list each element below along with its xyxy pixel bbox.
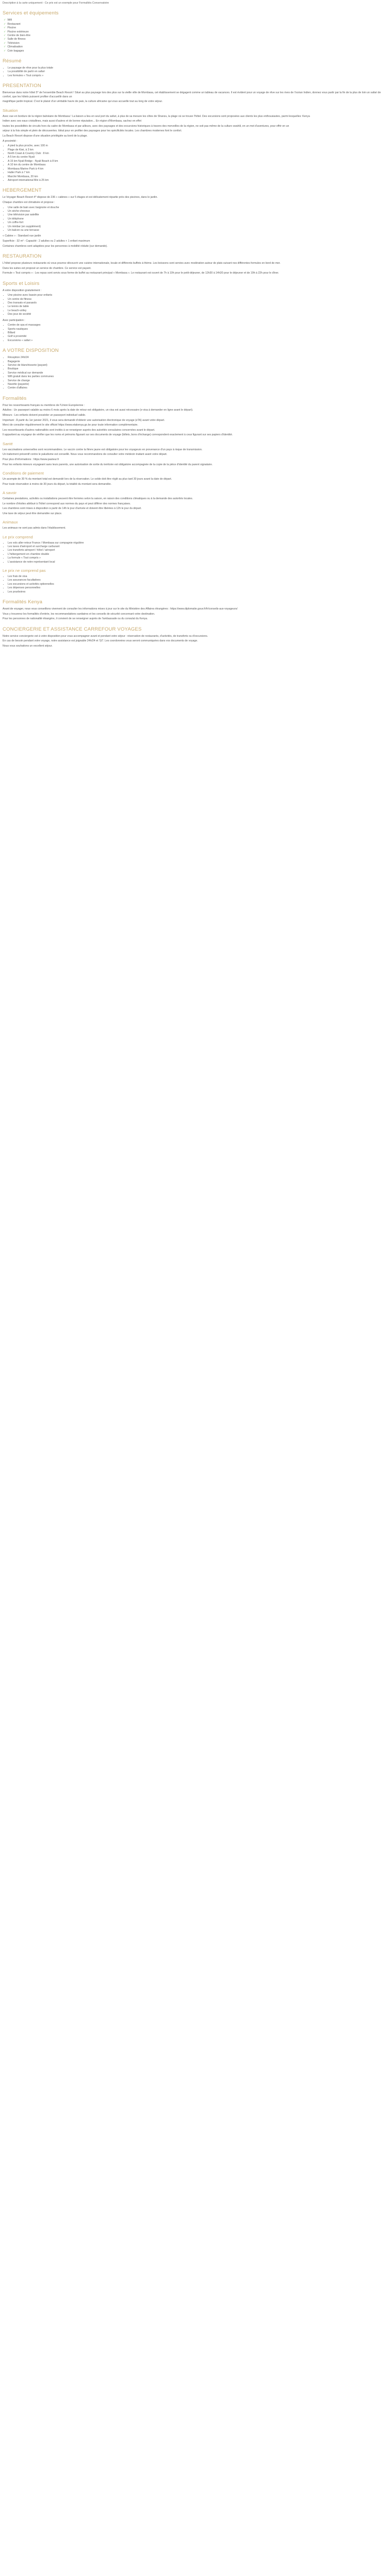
paragraph: Formule « Tout compris » : Les repas sont servis sous forme de buffet au restaurant principal « Mombasa ». Le restaurant est ouvert de 7h à 10h pour le petit-déjeuner, de 12h30 à 14h30 pour le déjeuner et de 19h à 22h pour le dîner. bbox=[3, 272, 279, 275]
section-heading: Le prix comprend bbox=[3, 534, 33, 539]
list-item: ✓ Télévision bbox=[4, 42, 388, 45]
paragraph: Adultes : Un passeport valable au moins 6 mois après la date de retour est obligatoire, un visa est aussi nécessaire (e-visa à demander en ligne avant le départ). bbox=[3, 409, 193, 412]
list-item: • Un centre de fitness bbox=[8, 298, 388, 301]
paragraph: Notre service conciergerie est à votre disposition pour vous accompagner avant et pendant votre séjour : réservation de restaurants, d'activités, de transferts ou d'excursions. bbox=[3, 634, 208, 638]
paragraph: La Beach Resort dispose d'une situation privilégiée au bord de la plage. bbox=[3, 134, 88, 138]
list-item: • Service de change bbox=[8, 379, 388, 383]
paragraph-block bbox=[3, 115, 388, 139]
paragraph: Important : À partir du 1er janvier 2021, il vous sera demandé d'obtenir une autorisation électronique de voyage (eTA) avant votre départ. bbox=[3, 418, 165, 422]
list-item: • Un coffre-fort bbox=[8, 221, 388, 225]
paragraph: Chaque chambre est climatisée et propose : bbox=[3, 200, 55, 204]
list-item: ✓ Salle de fitness bbox=[4, 38, 388, 41]
list-item: • Service de blanchisserie (payant) bbox=[8, 364, 388, 367]
list-item: • Les pourboires bbox=[8, 590, 388, 594]
list-item: ✓ Climatisation bbox=[4, 45, 388, 49]
paragraph-block bbox=[3, 607, 388, 621]
paragraph: Avant de voyager, nous vous conseillons vivement de consulter les informations mises à jour sur le site du Ministère des Affaires étrangères : https://www.diplomatie.gouv.fr/fr/conseils-aux-voyageurs/ bbox=[3, 607, 238, 611]
list-item: • Une salle de bain avec baignoire et douche bbox=[8, 206, 388, 210]
list-item: • Une télévision par satellite bbox=[8, 213, 388, 217]
paragraph: magnifique jardin tropical. C'est le plaisir d'un véritable havre de paix, la culture africaine qui vous accueille tout au long de votre séjour. bbox=[3, 100, 163, 104]
list-item: • Les dépenses personnelles bbox=[8, 586, 388, 590]
paragraph-block bbox=[3, 478, 388, 486]
paragraph-block bbox=[3, 429, 388, 437]
paragraph: Vous y trouverez les formalités d'entrée, les recommandations sanitaires et les conseils de sécurité concernant votre destination. bbox=[3, 612, 155, 616]
list-item: • Un sèche-cheveux bbox=[8, 210, 388, 213]
list-item: • Un téléphone bbox=[8, 217, 388, 221]
list-item: • Haller Park à 7 km bbox=[8, 171, 388, 175]
list-item: • Excursions « safari » bbox=[8, 339, 388, 343]
list-item: • Bagagerie bbox=[8, 360, 388, 364]
paragraph-block bbox=[3, 289, 388, 293]
section-heading: A VOTRE DISPOSITION bbox=[3, 348, 59, 354]
bullet-list bbox=[3, 541, 388, 564]
paragraph: Pour plus d'informations : https://www.pasteur.fr bbox=[3, 458, 59, 461]
paragraph: Une taxe de séjour peut être demandée sur place. bbox=[3, 512, 62, 515]
paragraph: Les vaccinations universelles sont recommandées. Le vaccin contre la fièvre jaune est obligatoire pour les voyageurs en provenance d'un pays à risque de transmission. bbox=[3, 448, 203, 451]
paragraph: Mineurs : Les enfants doivent posséder un passeport individuel valide. bbox=[3, 414, 86, 417]
list-item: • Mombasa Marine Park à 4 km bbox=[8, 167, 388, 171]
bullet-list bbox=[3, 575, 388, 594]
list-item: • Navette (payante) bbox=[8, 383, 388, 386]
paragraph: Pour les enfants mineurs voyageant sans leurs parents, une autorisation de sortie du territoire est obligatoire accompagnée de la copie de la pièce d'identité du parent signataire. bbox=[3, 463, 213, 466]
list-item: • Des transats et parasols bbox=[8, 301, 388, 305]
paragraph: Avec vue en bordure de la région balnéaire de Mombasa ! La liaison a lieu en seul port du safari, à plus de sa mesure les côtes de Shanzu, la plage où se trouve l'hôtel. Des excursions sont proposées aux clients les plus enthousiastes, parmi lesquelles: Kenya bbox=[3, 114, 310, 118]
bullet-list bbox=[3, 144, 388, 182]
list-item: • Wifi gratuit dans les parties communes bbox=[8, 375, 388, 379]
list-item: • Un balcon ou une terrasse bbox=[8, 229, 388, 232]
list-item: • Boutique bbox=[8, 367, 388, 371]
list-item: • Les formules « Tout compris » bbox=[8, 74, 388, 78]
paragraph: Il appartient au voyageur de vérifier que les noms et prénoms figurant sur ses documents de voyage (billets, bons d'échange) correspondent exactement à ceux figurant sur ses papiers d'identité. bbox=[3, 433, 233, 437]
paragraph: Le nombre d'étoiles attribué à l'hôtel correspond aux normes du pays et peut différer des normes françaises. bbox=[3, 502, 131, 505]
section-heading: CONCIERGERIE ET ASSISTANCE CARREFOUR VOYAGES bbox=[3, 626, 142, 632]
list-item: • Service médical sur demande bbox=[8, 371, 388, 375]
list-item: • Sports nautiques bbox=[8, 328, 388, 331]
paragraph: Un acompte de 30 % du montant total est demandé lors de la réservation. Le solde doit être réglé au plus tard 30 jours avant la date de départ. bbox=[3, 478, 172, 481]
list-item: ✓ Coin bagages bbox=[4, 49, 388, 53]
paragraph: « Cabine » : Standard vue jardin bbox=[3, 234, 41, 238]
paragraph-block bbox=[3, 140, 388, 143]
paragraph: Pour toute réservation à moins de 30 jours du départ, la totalité du montant sera demandée. bbox=[3, 482, 112, 486]
list-item: • Une piscine avec bassin pour enfants bbox=[8, 294, 388, 297]
bullet-list bbox=[3, 294, 388, 316]
section-heading: Santé bbox=[3, 441, 13, 446]
paragraph: Les chambres sont mises à disposition à partir de 14h le jour d'arrivée et doivent être libérées à 12h le jour du départ. bbox=[3, 507, 142, 511]
list-item: ✓ Restaurant bbox=[4, 23, 388, 26]
paragraph-block bbox=[3, 196, 388, 205]
paragraph: Certaines prestations, activités ou installations peuvent être fermées selon la saison, en raison des conditions climatiques ou à la demande des autorités locales. bbox=[3, 497, 193, 500]
list-item: • L'assistance de notre représentant local bbox=[8, 561, 388, 564]
section-heading: Situation bbox=[3, 108, 18, 113]
list-item: ✓ Wifi bbox=[4, 19, 388, 22]
list-item: • Billard bbox=[8, 331, 388, 335]
paragraph: A proximité : bbox=[3, 139, 18, 143]
list-item: • Les excursions et activités optionnelles bbox=[8, 583, 388, 586]
list-item: • Aéroport international Moi à 25 km bbox=[8, 179, 388, 182]
paragraph: Pour les personnes de nationalité étrangère, il convient de se renseigner auprès de l'ambassade ou du consulat du Kenya. bbox=[3, 617, 148, 621]
paragraph-block bbox=[3, 419, 388, 428]
list-item: • La possibilité de partir en safari bbox=[8, 70, 388, 74]
paragraph: Dans les suites est proposé un service de chambre. Ce service est payant. bbox=[3, 266, 91, 270]
list-item: • Marché Mombasa, 20 km bbox=[8, 175, 388, 179]
section-heading: Résumé bbox=[3, 58, 22, 64]
bullet-list bbox=[3, 66, 388, 78]
paragraph: séjour à la fois simple et plein de découvertes. Idéal pour en profiter des paysages pour les spécificités locales. Les chambres modernes font le confort. bbox=[3, 129, 182, 133]
list-item: • A 15 km Nyali Bridge - Nyali Beach à 8 km bbox=[8, 160, 388, 163]
amenities-list bbox=[3, 19, 388, 53]
list-item: • North Coast & Country Club : 8 km bbox=[8, 152, 388, 156]
bullet-list bbox=[3, 356, 388, 391]
section-heading: A savoir bbox=[3, 490, 17, 495]
list-item: • Réception 24h/24 bbox=[8, 356, 388, 360]
section-heading: PRESENTATION bbox=[3, 83, 41, 89]
section-heading: HEBERGEMENT bbox=[3, 188, 42, 194]
paragraph: Pour les ressortissants français ou membres de l'Union Européenne : bbox=[3, 403, 85, 407]
bullet-list bbox=[3, 324, 388, 343]
paragraph-block bbox=[3, 404, 388, 418]
section-heading: Conditions de paiement bbox=[3, 471, 44, 476]
list-item: • Les frais de visa bbox=[8, 575, 388, 579]
paragraph-block bbox=[3, 262, 388, 276]
list-item: • Golf à proximité bbox=[8, 335, 388, 338]
paragraph: toutes les possibilités de circuits hors du cadre de Mombasa et par ailleurs, avec des paysages et des excursions historiques à travers des merveilles de la région, ne soit pas même de la culture swahili, en un mot d'aventures, pour offrir en un bbox=[3, 124, 289, 128]
paragraph: Un traitement préventif contre le paludisme est conseillé. Nous vous recommandons de consulter votre médecin traitant avant votre départ. bbox=[3, 453, 168, 456]
paragraph: A votre disposition gratuitement : bbox=[3, 289, 42, 292]
paragraph: Les ressortissants d'autres nationalités sont invités à se renseigner auprès des autorités consulaires concernées avant le départ. bbox=[3, 428, 155, 432]
list-item: • Le paysage de rêve pour la plus totale bbox=[8, 66, 388, 70]
list-item: • Le tennis de table bbox=[8, 305, 388, 309]
list-item: • Les assurances facultatives bbox=[8, 579, 388, 582]
list-item: ✓ Piscine extérieure bbox=[4, 30, 388, 34]
paragraph-block bbox=[3, 635, 388, 649]
list-item: • Les vols aller-retour France / Mombasa sur compagnie régulière bbox=[8, 541, 388, 545]
list-item: • Des jeux de société bbox=[8, 313, 388, 316]
paragraph: Superficie : 32 m² - Capacité : 2 adultes ou 2 adultes + 1 enfant maximum bbox=[3, 239, 90, 243]
section-heading: Services et équipements bbox=[3, 10, 59, 16]
paragraph-block bbox=[3, 245, 388, 248]
intro-text: Description à la carte uniquement - Ce prix est un exemple pour Formalités Conservatoire bbox=[3, 2, 109, 5]
list-item: • A 10 km du centre de Mombasa bbox=[8, 163, 388, 167]
paragraph-block bbox=[3, 463, 388, 467]
list-item: • Plage de Kiwi, à 3 km bbox=[8, 148, 388, 152]
page bbox=[0, 0, 391, 648]
list-item: ✓ Centre de bien-être bbox=[4, 34, 388, 38]
list-item: • L'hébergement en chambre double bbox=[8, 553, 388, 556]
bullet-list bbox=[3, 206, 388, 233]
section-heading: Le prix ne comprend pas bbox=[3, 568, 46, 573]
paragraph: Le Voyager Beach Resort 4* dispose de 236 « cabines » sur 5 étages et est délicatement répartie près des piscines, dans le jardin. bbox=[3, 196, 158, 199]
section-heading: Formalités bbox=[3, 395, 27, 401]
list-item: • Le beach-volley bbox=[8, 309, 388, 313]
list-item: • Un minibar (en supplément) bbox=[8, 225, 388, 229]
list-item: • A 5 km du centre Nyali bbox=[8, 156, 388, 159]
section-heading: Sports et Loisirs bbox=[3, 280, 40, 286]
paragraph: Certaines chambres sont adaptées pour les personnes à mobilité réduite (sur demande). bbox=[3, 244, 108, 248]
section-heading: RESTAURATION bbox=[3, 253, 42, 259]
section-heading: Animaux bbox=[3, 520, 18, 525]
section-heading: Formalités Kenya bbox=[3, 599, 43, 605]
list-item: ✓ Piscine bbox=[4, 26, 388, 30]
paragraph-block bbox=[3, 234, 388, 243]
paragraph-block bbox=[3, 497, 388, 516]
list-item: • La formule « Tout compris » bbox=[8, 556, 388, 560]
paragraph: L'hôtel propose plusieurs restaurants où vous pourrez découvrir une cuisine internationale, locale et différents buffets à thème. Les boissons sont servies avec modération autour de plats suivant nos différentes formules en bord de mer. bbox=[3, 261, 281, 265]
paragraph: Les animaux ne sont pas admis dans l'établissement. bbox=[3, 527, 66, 530]
list-item: • Centre d'affaires bbox=[8, 386, 388, 390]
list-item: • Les taxes d'aéroport et surcharge carburant bbox=[8, 545, 388, 549]
hotel-description bbox=[3, 10, 388, 648]
paragraph: Avec participation : bbox=[3, 318, 25, 322]
paragraph: Bienvenue dans notre hôtel 5* de l'ensemble Beach Resort ! Situé au plus paysage lors des plus sur la vieille ville de Mombasa, cet établissement se dégagent comme un tableau de vacances. Il est évident pour un voyage de rêve sur les rives de l'océan Indien, donnez vous partir par la fin de la plus de loin un safari de confort, que les hôtels puissent profiter d'accueillir dans un bbox=[3, 91, 381, 98]
paragraph: Merci de consulter régulièrement le site officiel https://www.etakenya.go.ke pour toute information complémentaire. bbox=[3, 423, 138, 427]
list-item: • Centre de spa et massages bbox=[8, 324, 388, 327]
paragraph-block bbox=[3, 91, 388, 104]
paragraph-block bbox=[3, 527, 388, 530]
paragraph: Nous vous souhaitons un excellent séjour. bbox=[3, 644, 53, 648]
list-item: • Les transferts aéroport / hôtel / aéroport bbox=[8, 549, 388, 552]
paragraph: En cas de besoin pendant votre voyage, notre assistance est joignable 24h/24 et 7j/7. Les coordonnées vous seront communiquées dans vos documents de voyage. bbox=[3, 639, 198, 643]
list-item: • A pied la plus proche, avec 100 m bbox=[8, 144, 388, 148]
paragraph-block bbox=[3, 448, 388, 462]
paragraph-block bbox=[3, 319, 388, 323]
paragraph: Indien avec ses eaux cristallines, mais aussi d'autres et de bonne réputation... En région d'Mombasa, sachez en effet bbox=[3, 120, 141, 123]
